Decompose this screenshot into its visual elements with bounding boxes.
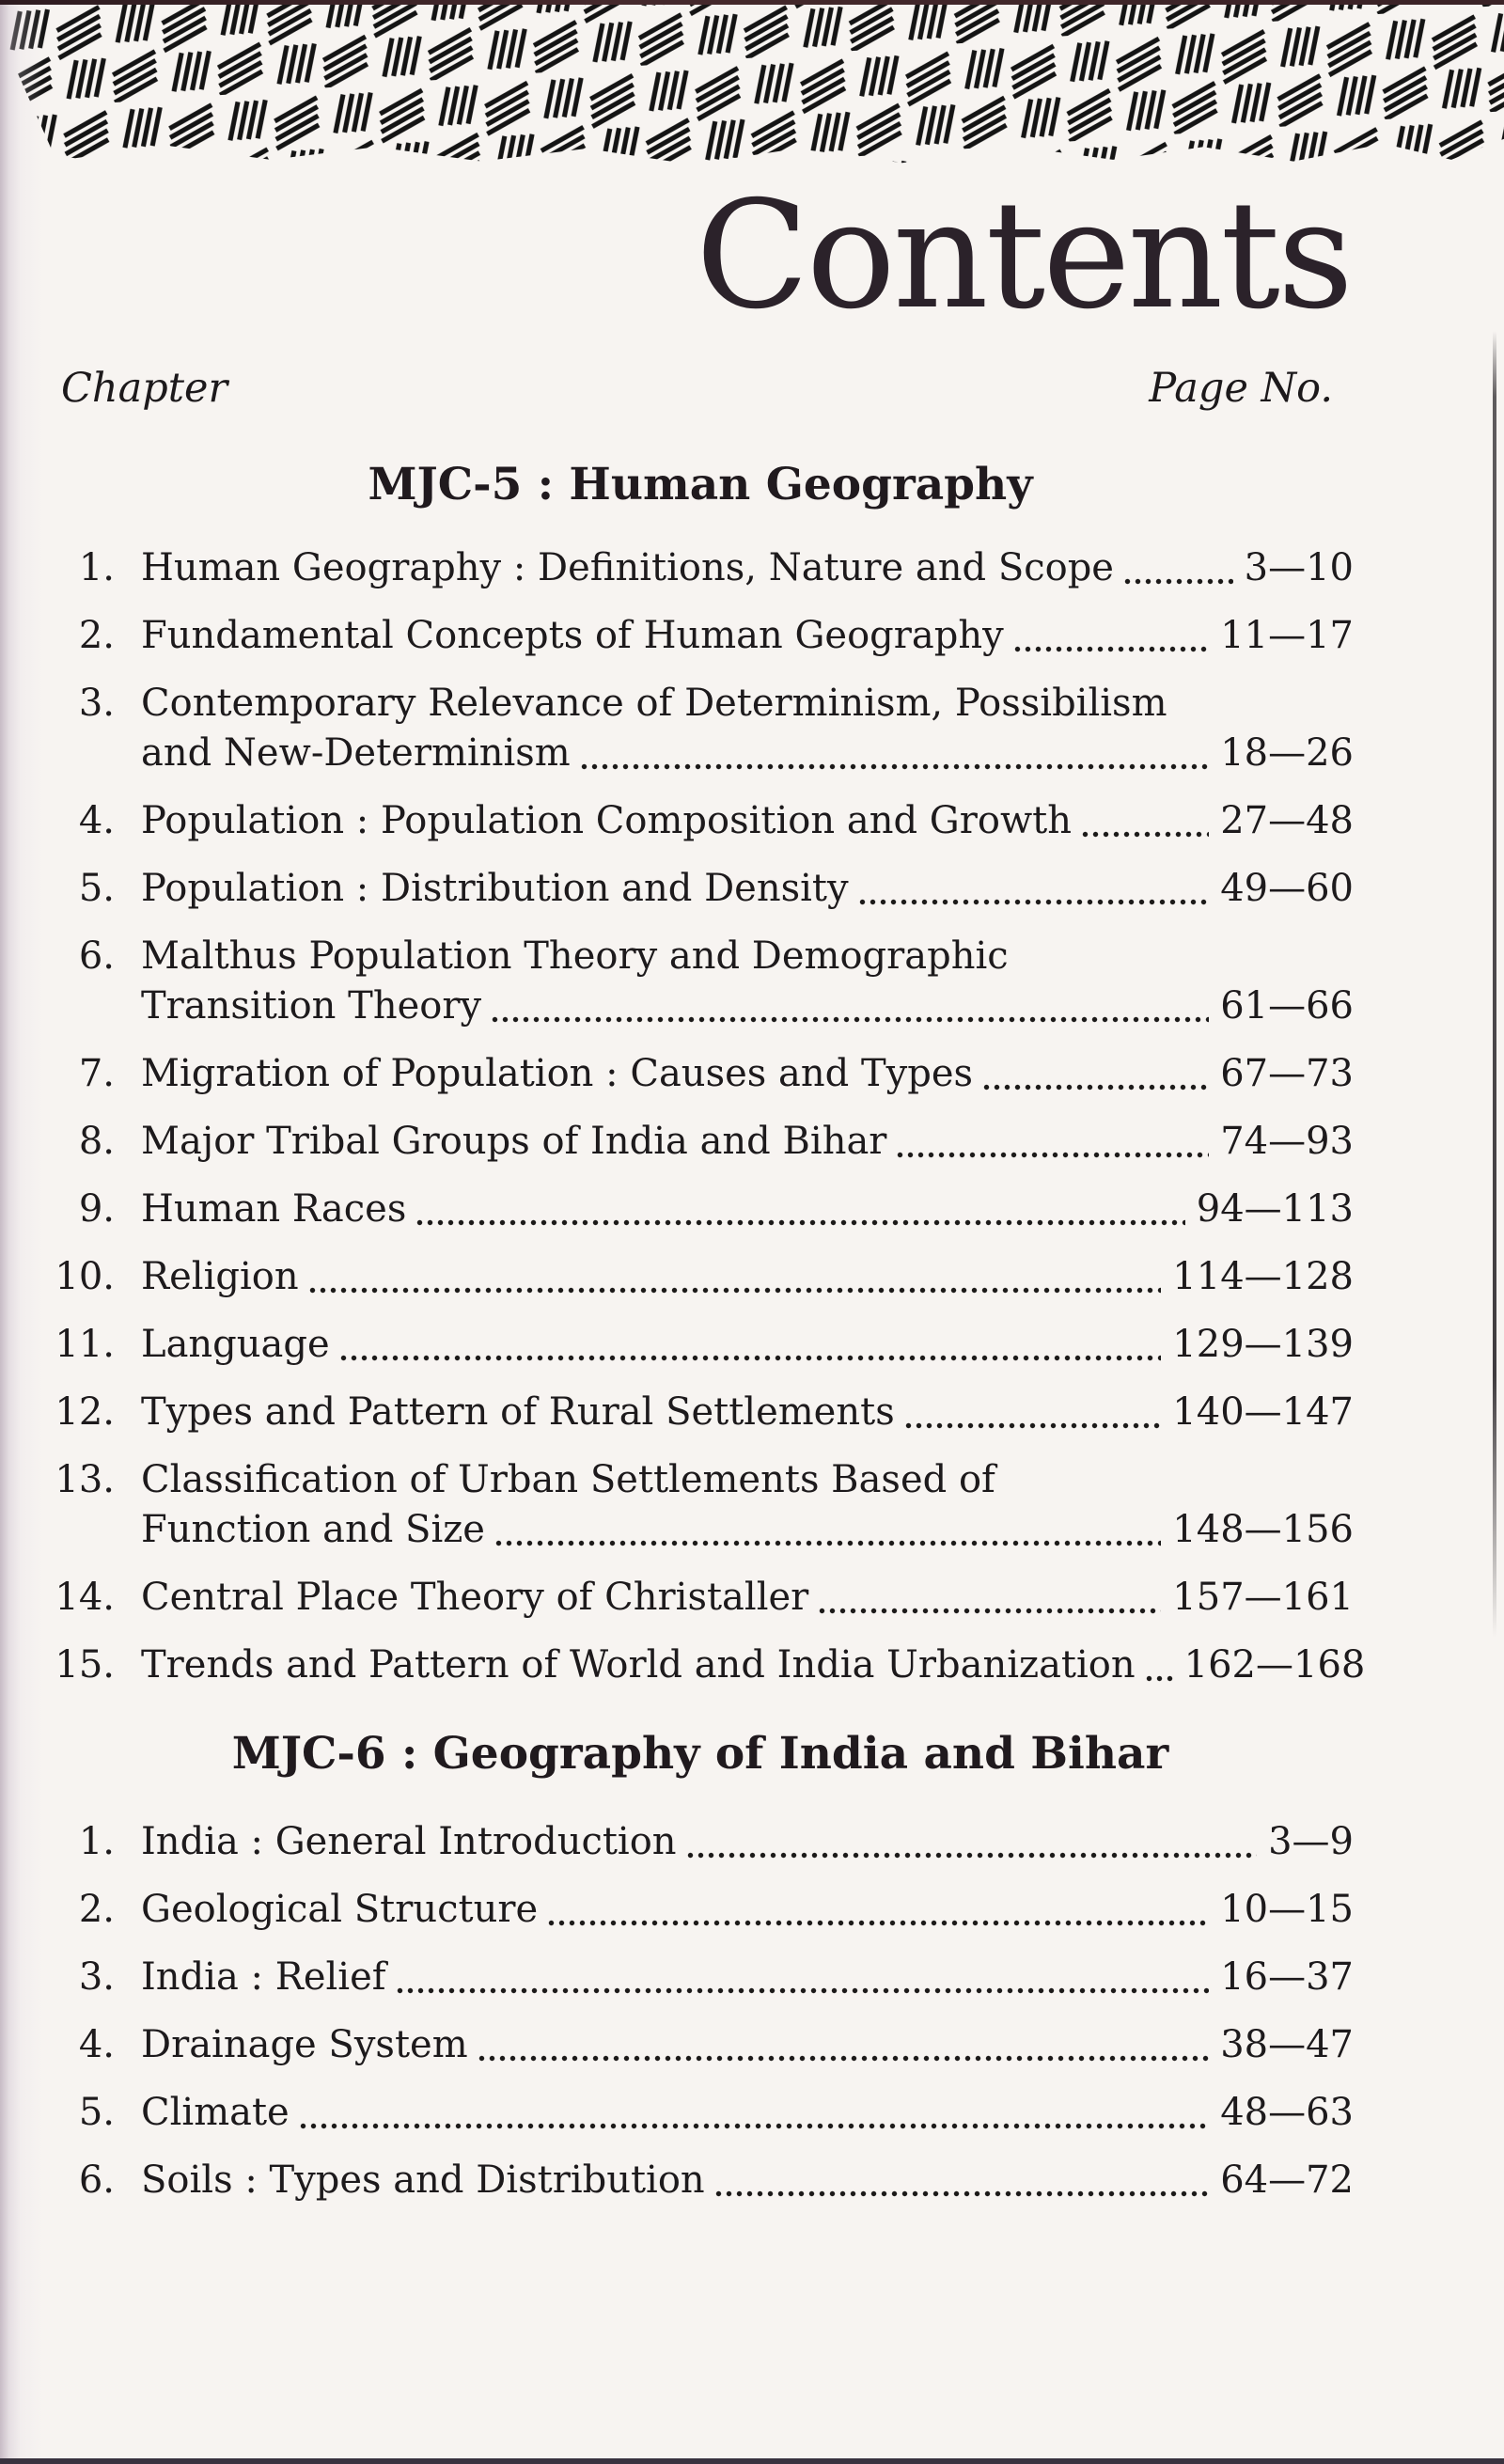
item-pages: 49—60 [1220,867,1354,910]
item-title: Central Place Theory of Christaller [141,1576,809,1619]
toc-item [47,2088,1354,2138]
item-title-line2: Function and Size [141,1508,485,1551]
item-pages: 94—113 [1196,1187,1354,1231]
dot-leader [494,1539,1161,1547]
dot-leader [415,1218,1184,1227]
item-title-line2: Transition Theory [141,984,482,1028]
dot-leader [818,1607,1161,1615]
toc-header [47,365,1354,414]
dot-leader [1145,1674,1173,1683]
dot-leader [478,2054,1210,2063]
item-pages: 27—48 [1220,799,1354,842]
item-pages: 157—161 [1172,1576,1354,1619]
item-title: Fundamental Concepts of Human Geography [141,614,1004,657]
item-pages: 38—47 [1220,2023,1354,2066]
item-pages: 140—147 [1172,1390,1354,1434]
item-number: 3. [78,682,115,725]
item-title: Religion [141,1255,299,1298]
page-left-edge-shadow [0,0,43,2464]
page-title: Contents [695,169,1351,342]
item-pages: 129—139 [1172,1323,1354,1366]
item-title: Language [141,1323,330,1366]
dot-leader [396,1986,1210,1995]
item-pages: 67—73 [1220,1052,1354,1095]
item-number: 8. [78,1120,115,1163]
item-title: Population : Distribution and Density [141,867,849,910]
page-right-edge-line [1493,331,1496,1638]
page-bottom-edge [0,2458,1504,2464]
dot-leader [1013,645,1209,653]
toc-item [47,1252,1354,1302]
dot-leader [547,1919,1209,1927]
toc-item [47,2020,1354,2070]
item-number: 10. [55,1255,115,1298]
item-number: 3. [78,1955,115,1999]
item-title: Major Tribal Groups of India and Bihar [141,1120,887,1163]
toc-item [47,796,1354,846]
page-top-edge [0,0,1504,5]
item-title: Human Geography : Definitions, Nature and Scope [141,546,1114,589]
item-pages: 148—156 [1172,1508,1354,1551]
item-title: Soils : Types and Distribution [141,2158,705,2202]
item-pages: 64—72 [1220,2158,1354,2202]
dot-leader [896,1151,1209,1159]
item-pages: 3—9 [1268,1820,1354,1863]
item-title: Trends and Pattern of World and India Urbanization [141,1643,1136,1687]
item-title: Classification of Urban Settlements Based of [141,1458,995,1501]
dot-leader [714,2189,1210,2198]
item-number: 15. [55,1643,115,1687]
item-pages: 16—37 [1220,1955,1354,1999]
item-title: Human Races [141,1187,407,1231]
toc-list [47,543,1366,2223]
toc-item [47,1049,1354,1099]
dot-leader [1081,830,1209,839]
item-title-line2: and New-Determinism [141,731,571,775]
item-title: Climate [141,2091,290,2134]
dot-leader [580,762,1210,771]
item-title: Geological Structure [141,1888,539,1931]
dot-leader [339,1354,1162,1362]
item-pages: 11—17 [1220,614,1354,657]
page-no-column-label: Page No. [1149,365,1333,412]
dot-leader [299,2122,1209,2130]
toc-item [47,611,1354,661]
hatch-pattern-svg [0,5,1504,165]
item-title: India : General Introduction [141,1820,677,1863]
toc-item [47,1817,1354,1867]
dot-leader [904,1421,1162,1430]
dot-leader [982,1083,1209,1091]
toc-item [47,1640,1366,1690]
toc-item [47,2156,1354,2205]
dot-leader [1123,577,1233,586]
item-pages: 114—128 [1172,1255,1354,1298]
item-number: 13. [55,1458,115,1501]
toc-item [47,543,1354,593]
toc-item [47,1885,1354,1935]
item-number: 9. [78,1187,115,1231]
toc-item [47,932,1354,1031]
item-title: India : Relief [141,1955,386,1999]
item-number: 14. [55,1576,115,1619]
item-number: 4. [78,799,115,842]
chapter-column-label: Chapter [61,365,228,412]
item-pages: 61—66 [1220,984,1354,1028]
toc-item [47,1185,1354,1234]
section-heading-mjc6: MJC-6 : Geography of India and Bihar [231,1728,1169,1780]
toc-item [47,1573,1354,1623]
item-number: 1. [78,1820,115,1863]
dot-leader [491,1015,1209,1024]
item-number: 6. [78,934,115,978]
item-pages: 10—15 [1220,1888,1354,1931]
item-number: 2. [78,1888,115,1931]
decorative-hatch-band [0,5,1504,165]
item-pages: 18—26 [1220,731,1354,775]
item-title: Population : Population Composition and Growth [141,799,1073,842]
item-title: Contemporary Relevance of Determinism, Possibilism [141,682,1167,725]
toc-item [47,864,1354,914]
item-number: 7. [78,1052,115,1095]
toc-item [47,1117,1354,1167]
toc-item [47,1953,1354,2002]
toc-item [47,679,1354,778]
item-title: Drainage System [141,2023,468,2066]
dot-leader [686,1851,1258,1860]
item-pages: 74—93 [1220,1120,1354,1163]
item-title: Types and Pattern of Rural Settlements [141,1390,895,1434]
item-number: 6. [78,2158,115,2202]
section-heading-mjc5: MJC-5 : Human Geography [368,459,1033,510]
item-number: 4. [78,2023,115,2066]
dot-leader [858,898,1210,906]
item-number: 2. [78,614,115,657]
item-number: 5. [78,867,115,910]
item-pages: 48—63 [1220,2091,1354,2134]
item-number: 11. [55,1323,115,1366]
toc-item [47,1455,1354,1555]
toc-item [47,1320,1354,1370]
item-number: 5. [78,2091,115,2134]
item-pages: 162—168 [1183,1643,1366,1687]
item-number: 1. [78,546,115,589]
dot-leader [308,1286,1162,1295]
item-number: 12. [55,1390,115,1434]
item-pages: 3—10 [1244,546,1354,589]
toc-item [47,1388,1354,1437]
item-title: Malthus Population Theory and Demographic [141,934,1009,978]
item-title: Migration of Population : Causes and Types [141,1052,974,1095]
